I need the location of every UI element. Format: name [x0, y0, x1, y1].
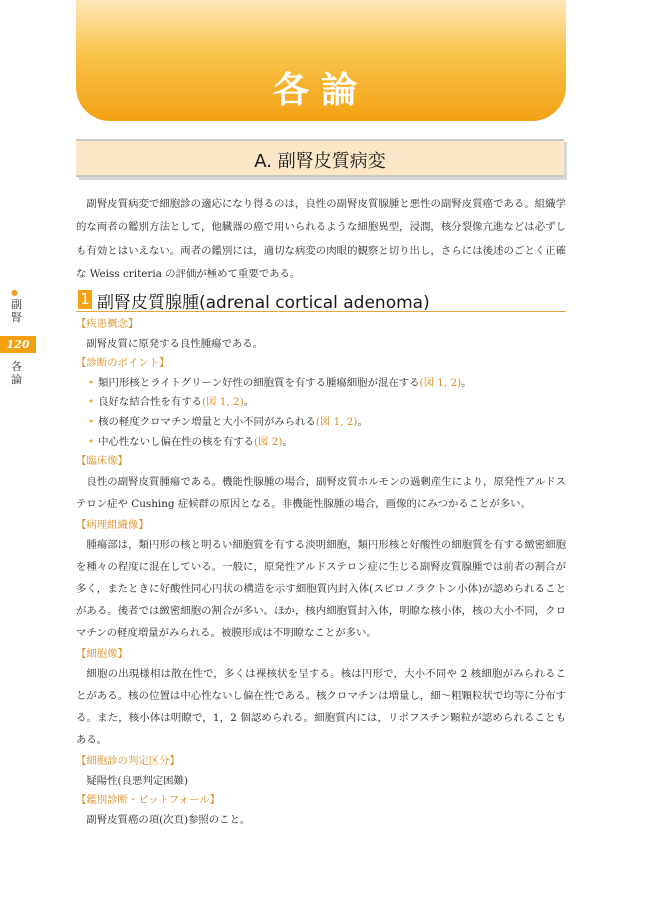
figure-ref: (図 1, 2)	[202, 396, 244, 409]
point-text: 類円形核とライトグリーン好性の細胞質を有する腫瘍細胞が混在する	[98, 376, 420, 389]
label-differential: 【鑑別診断・ピットフォール】	[76, 794, 221, 807]
figure-ref: (図 2)	[254, 435, 283, 448]
bullet-icon: •	[88, 376, 95, 389]
side-tab-section: 各論	[11, 360, 22, 386]
list-item	[88, 393, 566, 413]
text-differential: 副腎皮質癌の項(次頁)参照のこと。	[86, 813, 251, 826]
point-end: 。	[461, 376, 472, 389]
label-histology: 【病理組織像】	[76, 518, 149, 531]
text-histology: 腫瘍部は，類円形の核と明るい細胞質を有する淡明細胞，類円形核と好酸性の細胞質を有する緻密細胞を種々の程度に混在している。一般に，原発性アルドステロン症に生じる副腎皮質腺腫では前者の割合が多く，またときに好酸性同心円状の構造を示す細胞質内封入体(スピロノラクトン小体)が認められることがある。後者では緻密細胞の割合が多い。ほか，核内細胞質封入体，明瞭な核小体，核の大小不同，クロマチンの軽度増量がみられる。被膜形成は不明瞭なことが多い。	[76, 539, 566, 639]
chapter-title: 各論	[272, 70, 369, 111]
subsection-heading	[76, 287, 566, 312]
label-judgement: 【細胞診の判定区分】	[76, 754, 180, 767]
point-text: 核の軽度クロマチン増量と大小不同がみられる	[98, 415, 316, 428]
point-end: 。	[243, 396, 255, 409]
bullet-icon: •	[88, 435, 95, 448]
chapter-banner	[76, 0, 566, 121]
label-cytology: 【細胞像】	[76, 647, 128, 660]
label-points: 【診断のポイント】	[76, 357, 170, 370]
intro-paragraph: 副腎皮質病変で細胞診の適応になり得るのは，良性の副腎皮質腺腫と悪性の副腎皮質癌である。組織学的な両者の鑑別方法として，他臓器の癌で用いられるような細胞異型，浸潤，核分裂像亢進などは必ずしも有効とはいえない。両者の鑑別には，適切な病変の肉眼的観察と切り出し，さらには後述のごとく正確な Weiss criteria の評価が極めて重要である。	[76, 198, 566, 280]
heading-text: 副腎皮質腺腫(adrenal cortical adenoma)	[97, 293, 430, 313]
points-list	[76, 374, 566, 452]
point-text: 良好な結合性を有する	[98, 396, 203, 409]
heading-number: 1	[78, 290, 92, 309]
figure-ref: (図 1, 2)	[315, 415, 358, 428]
section-title: A. 副腎皮質病変	[254, 151, 386, 172]
label-concept: 【疾患概念】	[76, 318, 139, 330]
list-item	[88, 374, 566, 394]
label-clinical: 【臨床像】	[76, 455, 128, 468]
point-end: 。	[282, 435, 293, 448]
text-judgement: 疑陽性(良悪判定困難)	[86, 774, 189, 787]
list-item	[88, 413, 566, 433]
page-number: 120	[0, 336, 36, 353]
text-concept: 副腎皮質に原発する良性腫瘍である。	[86, 337, 264, 350]
side-bullet-icon: ●	[11, 288, 18, 297]
text-cytology: 細胞の出現様相は散在性で，多くは裸核状を呈する。核は円形で，大小不同や 2 核細胞がみられることがある。核の位置は中心性ないし偏在性である。核クロマチンは増量し，細～粗顆粒状で均等に分布する。また，核小体は明瞭で，1，2 個認められる。細胞質内には，リポフスチン顆粒が認められることもある。	[76, 668, 566, 746]
list-item	[88, 433, 566, 453]
figure-ref: (図 1, 2)	[419, 376, 462, 389]
section-header	[76, 139, 564, 177]
bullet-icon: •	[88, 396, 95, 409]
side-tab-chapter: 副腎	[11, 298, 22, 324]
bullet-icon: •	[88, 415, 95, 428]
point-text: 中心性ないし偏在性の核を有する	[98, 435, 254, 448]
body-content	[76, 315, 566, 830]
text-clinical: 良性の副腎皮質腫瘍である。機能性腺腫の場合，副腎皮質ホルモンの過剰産生により，原発性アルドステロン症や Cushing 症候群の原因となる。非機能性腺腫の場合，画像的にみつかることが多い。	[76, 475, 566, 510]
point-end: 。	[357, 415, 368, 428]
